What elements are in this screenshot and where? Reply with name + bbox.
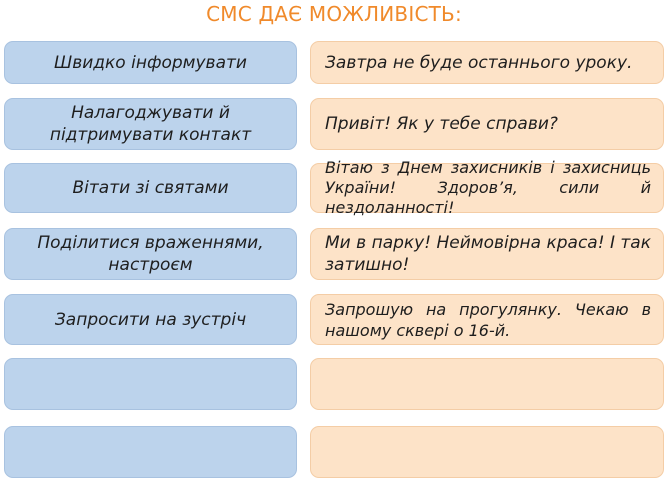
message-card-6: [310, 358, 664, 410]
purpose-card-6: [4, 358, 297, 410]
purpose-card-4: [4, 228, 297, 280]
purpose-card-7: [4, 426, 297, 478]
purpose-card-5: [4, 294, 297, 345]
message-text-5: Запрошую на прогулянку. Чекаю в нашому сквері о 16-й.: [325, 299, 651, 340]
purpose-text-2: Налагоджувати й підтримувати контакт: [49, 103, 252, 145]
message-text-4: Ми в парку! Неймовірна краса! І так затишно!: [325, 233, 651, 275]
purpose-card-2: [4, 98, 297, 150]
purpose-text-5: Запросити на зустріч: [54, 309, 247, 330]
purpose-card-3: [4, 163, 297, 213]
message-card-5: [310, 294, 664, 345]
message-card-1: [310, 41, 664, 84]
message-card-3: [310, 158, 664, 217]
message-text-2: Привіт! Як у тебе справи?: [325, 114, 558, 134]
message-card-2: [310, 98, 664, 150]
message-card-7: [310, 426, 664, 478]
message-card-4: [310, 228, 664, 280]
purpose-text-4: Поділитися враженнями, настроєм: [37, 233, 264, 275]
message-text-1: Завтра не буде останнього уроку.: [325, 52, 633, 73]
page-title: СМС ДАЄ МОЖЛИВІСТЬ:: [206, 2, 462, 26]
message-text-3: Вітаю з Днем захисників і захисниць України! Здоров’я, сили й нездоланності!: [325, 158, 651, 217]
purpose-text-3: Вітати зі святами: [72, 178, 229, 198]
purpose-text-1: Швидко інформувати: [54, 52, 247, 73]
purpose-card-1: [4, 41, 297, 84]
